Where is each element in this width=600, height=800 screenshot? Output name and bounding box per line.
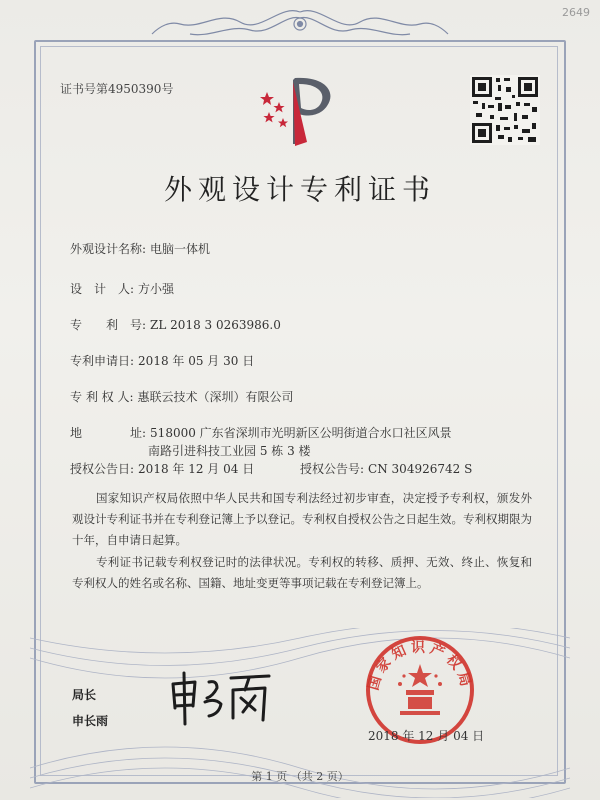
grant-date-field [70, 460, 254, 477]
filing-date-label: 专利申请日: [70, 354, 135, 368]
design-name-value: 电脑一体机 [150, 242, 211, 256]
address-value-line2: 南路引进科技工业园 5 栋 3 楼 [148, 444, 311, 458]
director-title: 局长 [72, 688, 97, 702]
address-label: 地 址: [70, 426, 147, 440]
certificate-number: 证书号第4950390号 [60, 82, 174, 96]
issue-date: 2018 年 12 月 04 日 [368, 729, 485, 743]
page-number: 第 1 页 （共 2 页） [251, 770, 349, 783]
certificate-body-paragraph-1: 国家知识产权局依照中华人民共和国专利法经过初步审查，决定授予专利权，颁发外观设计专利证书并在专利登记簿上予以登记。专利权自授权公告之日起生效。专利权期限为十年，自申请日起算。 [72, 491, 532, 547]
director-signature [165, 668, 275, 726]
filing-date-value: 2018 年 05 月 30 日 [138, 354, 255, 368]
grant-date-label: 授权公告日: [70, 462, 135, 476]
designer-label: 设 计 人: [70, 282, 135, 296]
address-line2-field [148, 442, 311, 459]
designer-field [70, 280, 174, 297]
grant-number-field [300, 460, 472, 477]
address-value-line1: 518000 广东省深圳市光明新区公明街道合水口社区风景 [150, 426, 452, 440]
page-title: 外观设计专利证书 [163, 173, 436, 206]
patentee-label: 专 利 权 人: [70, 390, 134, 404]
patent-office-logo-icon [255, 70, 345, 150]
patent-number-field [70, 316, 281, 333]
patentee-field [70, 388, 294, 405]
design-name-label: 外观设计名称: [70, 242, 147, 256]
seal-text: 国家知识产权局 [365, 640, 475, 693]
grant-number-label: 授权公告号: [300, 462, 365, 476]
director-name: 申长雨 [72, 714, 109, 728]
patent-number-value: ZL 2018 3 0263986.0 [150, 318, 281, 332]
grant-number-value: CN 304926742 S [368, 462, 473, 476]
handwritten-note: 2649 [562, 6, 590, 19]
patent-number-label: 专 利 号: [70, 318, 147, 332]
designer-value: 方小强 [138, 282, 175, 296]
filing-date-field [70, 352, 254, 369]
patentee-value: 惠联云技术（深圳）有限公司 [137, 390, 294, 404]
certificate-body-paragraph-2: 专利证书记载专利权登记时的法律状况。专利权的转移、质押、无效、终止、恢复和专利权人的姓名或名称、国籍、地址变更等事项记载在专利登记簿上。 [72, 555, 532, 590]
grant-date-value: 2018 年 12 月 04 日 [138, 462, 255, 476]
design-name-field [70, 240, 210, 257]
qr-code-icon [470, 75, 540, 145]
top-ornament [150, 4, 450, 44]
address-field [70, 424, 452, 441]
